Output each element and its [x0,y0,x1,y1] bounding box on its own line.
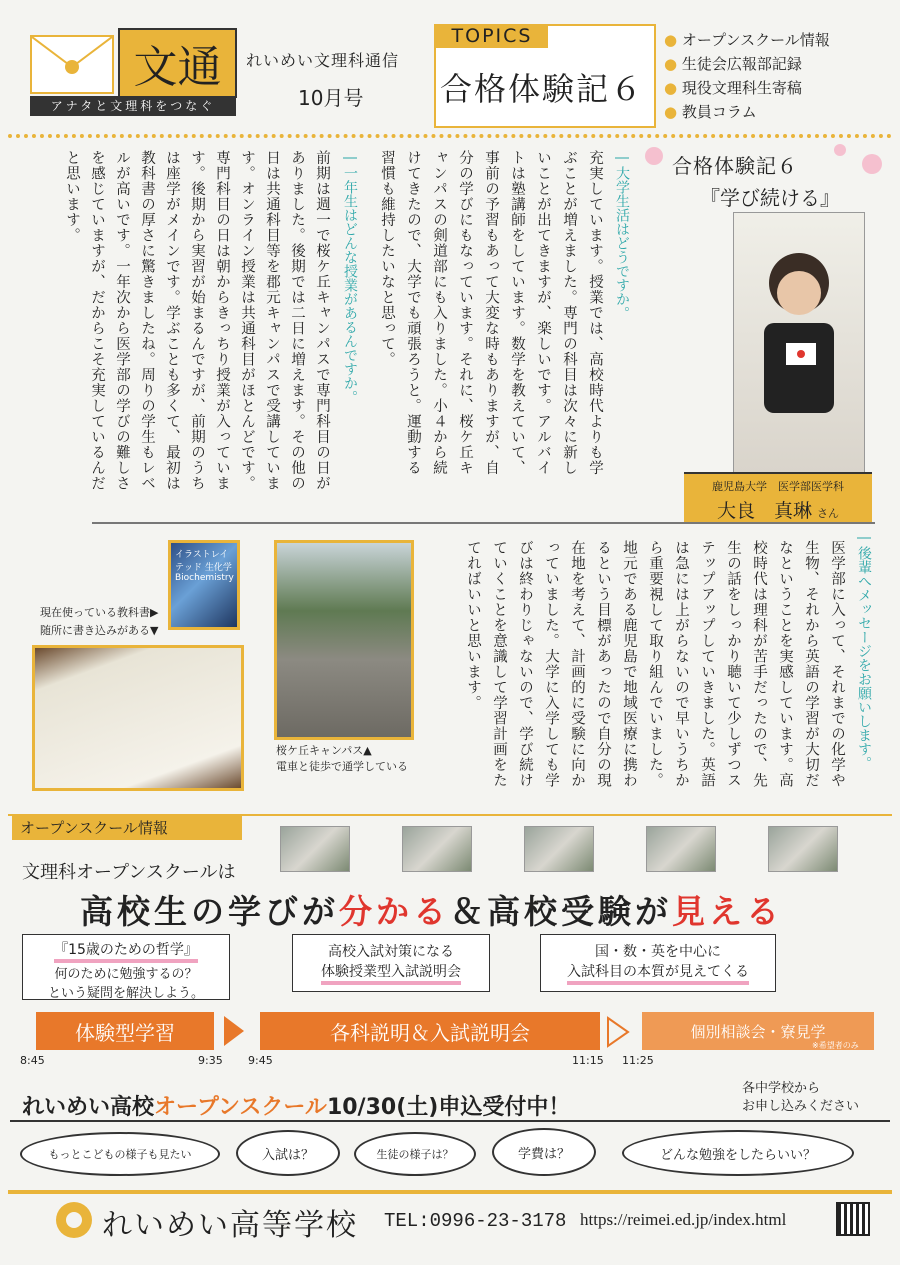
envelope-icon [30,35,114,94]
topics-list [664,28,830,124]
article-divider [92,522,875,524]
topics-headline: 合格体験記６ [440,70,645,108]
logo-char-2: 通 [177,42,222,93]
time-0945: 9:45 [248,1054,273,1067]
textbook-cover-title: イラストレイテッド 生化学 Biochemistry [175,550,234,583]
question-3: ―後輩へメッセージをお願いします。 [856,530,872,770]
topics-label: TOPICS [436,24,548,48]
textbook-cover-photo [168,540,240,630]
question-bubble: どんな勉強をしたらいい？ [622,1130,854,1176]
textbook-open-photo [32,645,244,791]
question-2: ―一年生はどんな授業があるんですか。 [342,150,358,404]
student-name: 大良 真琳 [716,500,812,522]
step-briefing: 各科説明＆入試説明会 [260,1012,600,1050]
question-bubble: 学費は？ [492,1128,596,1176]
school-url[interactable]: https://reimei.ed.jp/index.html [580,1210,787,1229]
question-1: ―大学生活はどうですか。 [614,150,630,320]
time-1125: 11:25 [622,1054,654,1067]
step-hands-on-learning: 体験型学習 [36,1012,214,1050]
open-school-photo [402,826,472,872]
topics-item: ● 生徒会広報部記録 [664,55,802,73]
question-bubble: 生徒の様子は？ [354,1132,476,1176]
caption-book-1: 現在使っている教科書▶ [40,606,159,619]
open-school-photo [524,826,594,872]
time-0935: 9:35 [198,1054,223,1067]
answer-2: 前期は週一で桜ケ丘キャンパスで専門科目の日がありました。後期では二日に増えます。その他の日は共通科目等を郡元キャンパスで受講しています。オンライン授業は共通科目がほとんどです。専門科目の日は朝からきっちり授業が入っています。後期から実習が始まるんですが、前期のうちは座学がメインです。学ぶことも多くて、最初は教科書の厚さに驚きましたね。周りの学生もレベルが高いです。一年次から医学部の学びの難しさを感じていますが、だからこそ充実しているんだと思います。 [64,150,330,491]
arrow-outline-icon [606,1016,630,1052]
topics-item: ● 教員コラム [664,103,757,121]
caption-campus-2: 電車と徒歩で通学している [276,760,408,773]
student-honorific: さん [817,507,840,520]
question-bubble: 入試は？ [236,1130,340,1176]
open-school-headline: 高校生の学びが分かる＆高校受験が見える [80,892,783,931]
info-box-trial-class: 高校入試対策になる 体験授業型入試説明会 [292,934,490,992]
open-school-label: オープンスクール情報 [12,816,242,840]
answer-1: 充実しています。授業では、高校時代よりも学ぶことが増えました。専門の科目は次々に新しいことが出てきますが、楽しいです。アルバイトは塾講師をしています。数学を教えていて、事前の予習もあって大変な時もありますが、自分の学びにもなっています。それに、桜ケ丘キャンパスの剣道部にも入りました。小４から続けてきたので、大学でも頑張ろうと。運動する習慣も維持したいなと思って。 [379,150,603,476]
application-banner: れいめい高校オープンスクール10/30(土)申込受付中！ [22,1095,571,1120]
campus-photo [274,540,414,740]
topics-item: ● オープンスクール情報 [664,31,830,49]
student-portrait-photo [733,212,865,474]
time-0845: 8:45 [20,1054,45,1067]
time-1115: 11:15 [572,1054,604,1067]
school-name: れいめい高等学校 [102,1208,358,1243]
tagline: アナタと文理科をつなぐ [30,96,236,116]
open-school-photos [280,826,880,872]
open-school-photo [646,826,716,872]
info-box-subjects: 国・数・英を中心に 入試科目の本質が見えてくる [540,934,776,992]
answer-3: 医学部に入って、それまでの化学や生物、それから英語の学習が大切だなということを実感しています。高校時代は理科が苦手だったので、先生の話をしっかり聴いて少しずつステップアップしていきました。英語は急には上がらないので早いうちから重要視して取り組んでいました。地元である鹿児島で地域医療に携わるという目標があったので自分の現在地を考えて、計画的に受験に向かっていました。大学に入学しても学びは終わりじゃないので、学び続けていくことを意識して学習計画をたてればいいと思います。 [465,540,845,788]
arrow-icon [224,1016,244,1046]
qr-code-icon [836,1202,870,1236]
topics-item: ● 現役文理科生寄稿 [664,79,802,97]
open-school-photo [768,826,838,872]
step-consultation: 個別相談会・寮見学 [642,1012,874,1050]
application-note: 各中学校から お申し込みください [742,1081,860,1114]
banner-underline [10,1120,890,1122]
logo-block [118,28,237,98]
question-bubble: もっとこどもの様子も見たい [20,1132,220,1176]
step-note: ※希望者のみ [812,1041,859,1050]
open-school-photo [280,826,350,872]
header-divider [8,134,892,138]
logo-char-1: 文 [133,42,178,93]
caption-book-2: 随所に書き込みがある▼ [40,624,159,637]
school-tel: TEL:0996-23-3178 [384,1210,567,1232]
article-title-1: 合格体験記６ [672,154,798,178]
caption-campus-1: 桜ケ丘キャンパス▲ [276,744,372,757]
school-logo-icon [54,1200,94,1244]
issue-label: 10月号 [298,86,364,110]
article-title-2: 『学び続ける』 [700,186,840,210]
student-name-plate [684,472,872,522]
footer-divider [8,1190,892,1194]
student-affiliation: 鹿児島大学 医学部医学科 [712,480,844,493]
newsletter-name: れいめい文理科通信 [246,51,400,70]
open-school-lead: 文理科オープンスクールは [22,862,236,883]
info-box-philosophy: 『15歳のための哲学』 何のために勉強するの？ という疑問を解決しよう。 [22,934,230,1000]
